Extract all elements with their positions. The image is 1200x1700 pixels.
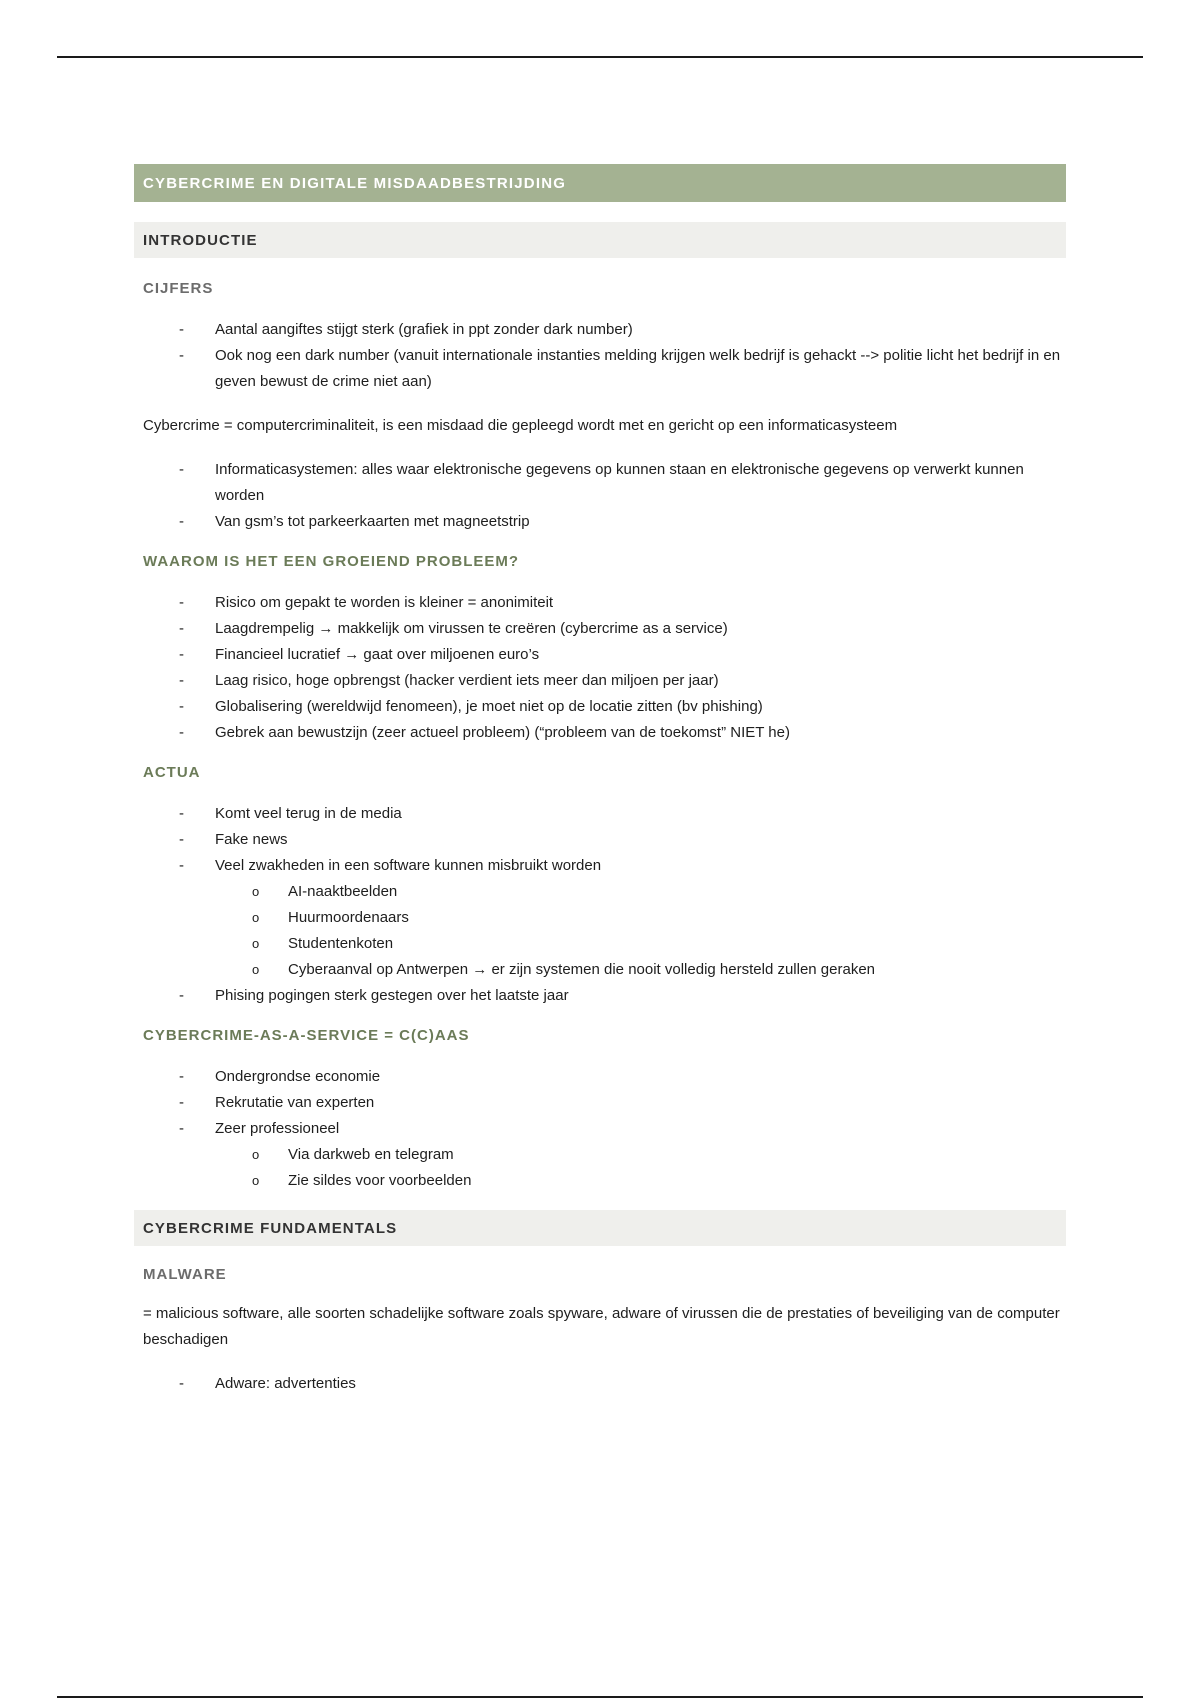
bottom-rule <box>57 1696 1143 1698</box>
caas-sublist <box>215 1142 1066 1194</box>
actua-list <box>134 801 1066 1009</box>
list-item: - Van gsm’s tot parkeerkaarten met magneetstrip <box>215 509 1066 535</box>
subheading-caas: CYBERCRIME-AS-A-SERVICE = C(C)AAS <box>143 1027 470 1044</box>
sublist-item: o Cyberaanval op Antwerpen → er zijn systemen die nooit volledig hersteld zullen geraken <box>288 957 1066 983</box>
list-item: - Komt veel terug in de media <box>215 801 1066 827</box>
section-heading-fundamentals: CYBERCRIME FUNDAMENTALS <box>134 1210 1066 1246</box>
list-item: - Veel zwakheden in een software kunnen misbruikt worden o AI-naaktbeelden o Huurmoordenaars o Studentenkoten o Cyberaanval op Antwerpen → er zijn systemen die nooit volledig hersteld zullen geraken <box>215 853 1066 983</box>
arrow-icon: → <box>344 646 360 663</box>
list-item: - Adware: advertenties <box>215 1371 1066 1397</box>
subheading-malware: MALWARE <box>143 1266 227 1283</box>
caas-list <box>134 1064 1066 1194</box>
malware-definition: = malicious software, alle soorten schadelijke software zoals spyware, adware of virussen die de prestaties of beveiliging van de computer beschadigen <box>143 1305 1060 1348</box>
sublist-item: o Huurmoordenaars <box>288 905 1066 931</box>
sublist-item: o Via darkweb en telegram <box>288 1142 1066 1168</box>
document-title: CYBERCRIME EN DIGITALE MISDAADBESTRIJDING <box>134 164 1066 202</box>
list-item: - Ook nog een dark number (vanuit internationale instanties melding krijgen welk bedrijf is gehackt --> politie licht het bedrijf in en geven bewust de crime niet aan) <box>215 343 1066 395</box>
section-heading-introductie: INTRODUCTIE <box>134 222 1066 258</box>
list-item: - Phising pogingen sterk gestegen over het laatste jaar <box>215 983 1066 1009</box>
sublist-item: o Zie sildes voor voorbeelden <box>288 1168 1066 1194</box>
document-body <box>134 164 1066 1397</box>
list-item: - Laag risico, hoge opbrengst (hacker verdient iets meer dan miljoen per jaar) <box>215 668 1066 694</box>
arrow-icon: → <box>472 961 488 978</box>
list-item: - Globalisering (wereldwijd fenomeen), je moet niet op de locatie zitten (bv phishing) <box>215 694 1066 720</box>
list-item: - Financieel lucratief → gaat over miljoenen euro’s <box>215 642 1066 668</box>
sublist-item: o Studentenkoten <box>288 931 1066 957</box>
arrow-icon: → <box>318 620 334 637</box>
malware-list <box>134 1371 1066 1397</box>
sublist-item: o AI-naaktbeelden <box>288 879 1066 905</box>
actua-sublist <box>215 879 1066 983</box>
subheading-actua: ACTUA <box>143 764 201 781</box>
top-rule <box>57 56 1143 58</box>
waarom-list <box>134 590 1066 746</box>
list-item: - Zeer professioneel o Via darkweb en telegram o Zie sildes voor voorbeelden <box>215 1116 1066 1194</box>
list-item: - Aantal aangiftes stijgt sterk (grafiek in ppt zonder dark number) <box>215 317 1066 343</box>
informatica-list <box>134 457 1066 535</box>
subheading-waarom: WAAROM IS HET EEN GROEIEND PROBLEEM? <box>143 553 520 570</box>
list-item: - Laagdrempelig → makkelijk om virussen te creëren (cybercrime as a service) <box>215 616 1066 642</box>
list-item: - Risico om gepakt te worden is kleiner = anonimiteit <box>215 590 1066 616</box>
list-item: - Ondergrondse economie <box>215 1064 1066 1090</box>
subheading-cijfers: CIJFERS <box>143 280 214 297</box>
list-item: - Rekrutatie van experten <box>215 1090 1066 1116</box>
list-item: - Informaticasystemen: alles waar elektronische gegevens op kunnen staan en elektronische gegevens op verwerkt kunnen worden <box>215 457 1066 509</box>
list-item: - Fake news <box>215 827 1066 853</box>
cybercrime-definition: Cybercrime = computercriminaliteit, is een misdaad die gepleegd wordt met en gericht op een informaticasysteem <box>143 417 898 434</box>
list-item: - Gebrek aan bewustzijn (zeer actueel probleem) (“probleem van de toekomst” NIET he) <box>215 720 1066 746</box>
cijfers-list <box>134 317 1066 395</box>
